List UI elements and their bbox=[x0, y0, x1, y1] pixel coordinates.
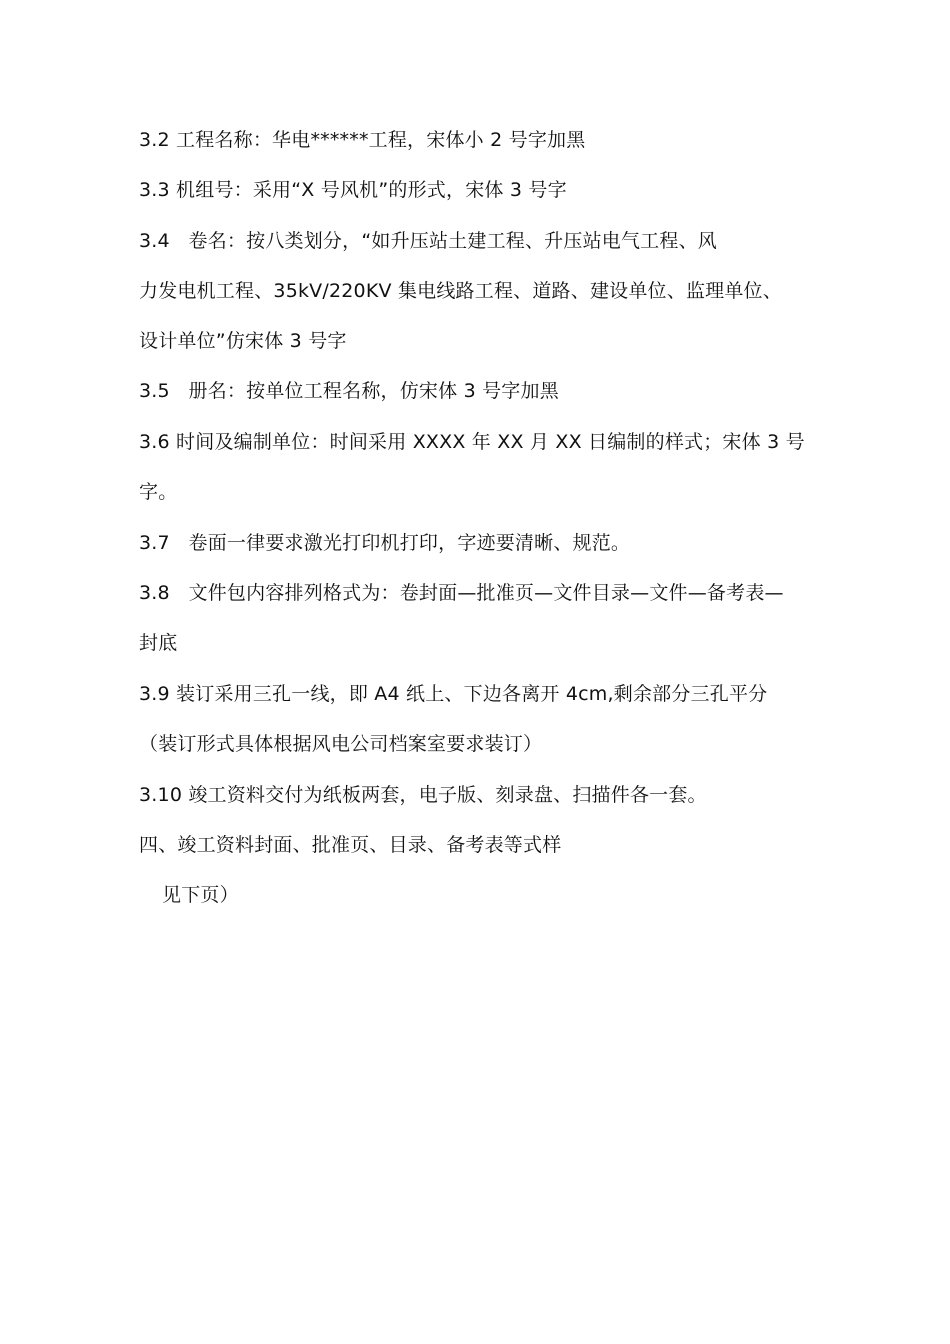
text-line-3-6: 3.6 时间及编制单位：时间采用 XXXX 年 XX 月 XX 日编制的样式；宋体 3 号 bbox=[139, 431, 805, 453]
text-line-3-9: 3.9 装订采用三孔一线，即 A4 纸上、下边各离开 4cm,剩余部分三孔平分 bbox=[139, 683, 768, 705]
text-line-3-6-cont: 字。 bbox=[139, 481, 178, 503]
text-line-3-4-cont-2: 设计单位”仿宋体 3 号字 bbox=[139, 330, 347, 352]
text-line-3-10: 3.10 竣工资料交付为纸板两套，电子版、刻录盘、扫描件各一套。 bbox=[139, 784, 707, 806]
text-line-3-3: 3.3 机组号：采用“X 号风机”的形式，宋体 3 号字 bbox=[139, 179, 567, 201]
text-line-3-4: 3.4 卷名：按八类划分，“如升压站土建工程、升压站电气工程、风 bbox=[139, 230, 717, 252]
text-line-see-next-page: 见下页） bbox=[162, 884, 239, 906]
text-line-3-5: 3.5 册名：按单位工程名称，仿宋体 3 号字加黑 bbox=[139, 380, 559, 402]
text-line-3-9-cont: （装订形式具体根据风电公司档案室要求装订） bbox=[139, 733, 543, 755]
text-line-3-4-cont-1: 力发电机工程、35kV/220KV 集电线路工程、道路、建设单位、监理单位、 bbox=[139, 280, 782, 302]
text-line-3-8-cont: 封底 bbox=[139, 632, 178, 654]
text-line-3-8: 3.8 文件包内容排列格式为：卷封面—批准页—文件目录—文件—备考表— bbox=[139, 582, 784, 604]
section-heading-4: 四、竣工资料封面、批准页、目录、备考表等式样 bbox=[139, 834, 562, 856]
text-line-3-2: 3.2 工程名称：华电******工程，宋体小 2 号字加黑 bbox=[139, 129, 586, 151]
text-line-3-7: 3.7 卷面一律要求激光打印机打印，字迹要清晰、规范。 bbox=[139, 532, 631, 554]
